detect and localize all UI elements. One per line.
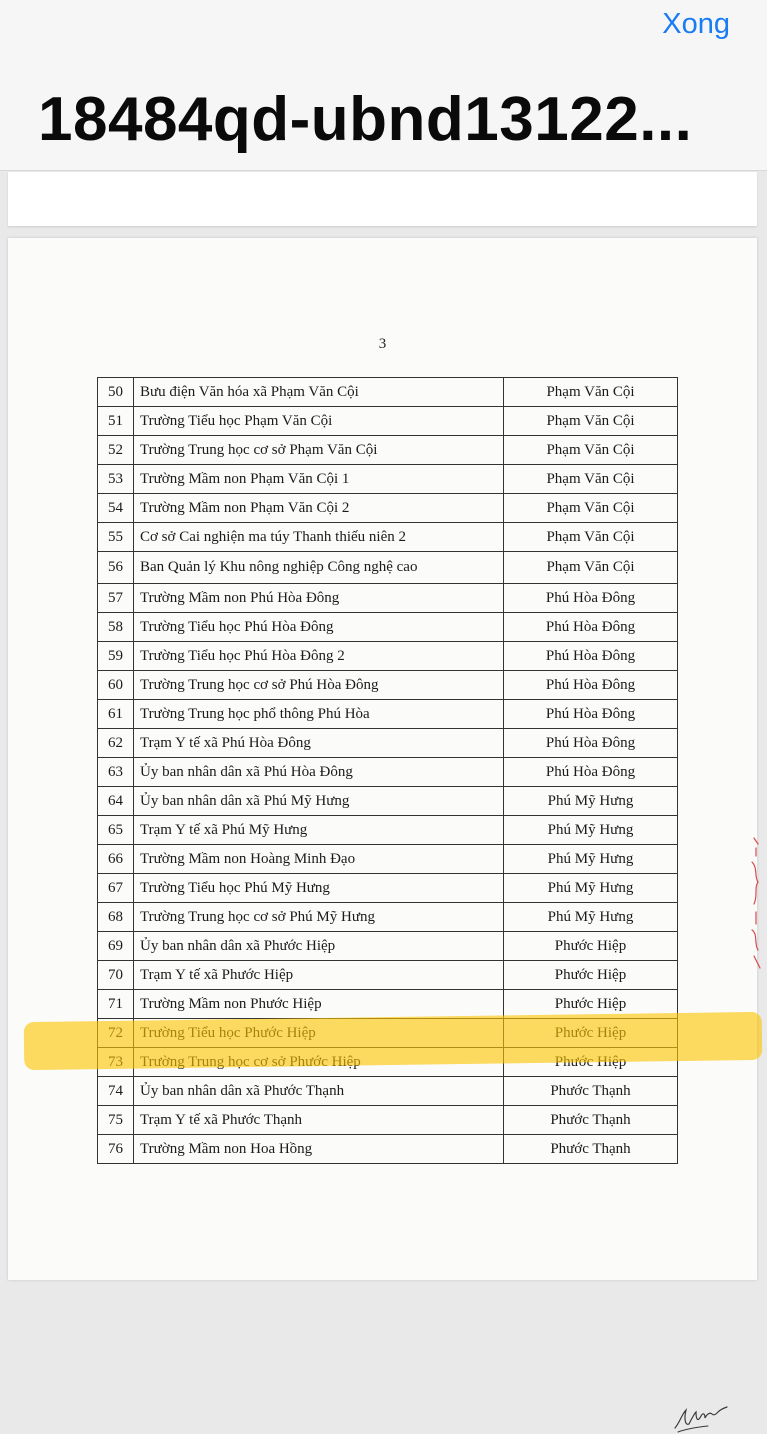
facility-name: Ủy ban nhân dân xã Phước Thạnh: [134, 1077, 504, 1106]
table-row: [98, 613, 678, 642]
facility-name: Trường Tiểu học Phú Mỹ Hưng: [134, 874, 504, 903]
row-number: 68: [98, 903, 134, 932]
row-number: 66: [98, 845, 134, 874]
facility-name: Trường Tiểu học Phú Hòa Đông 2: [134, 642, 504, 671]
commune-name: Phú Hòa Đông: [504, 758, 678, 787]
table-row: [98, 1106, 678, 1135]
commune-name: Phú Mỹ Hưng: [504, 816, 678, 845]
highlighter-mark: [24, 1012, 763, 1070]
row-number: 76: [98, 1135, 134, 1164]
commune-name: Phước Hiệp: [504, 990, 678, 1019]
row-number: 50: [98, 378, 134, 407]
facility-name: Trường Mầm non Phạm Văn Cội 1: [134, 465, 504, 494]
table-row: [98, 1135, 678, 1164]
commune-name: Phước Thạnh: [504, 1077, 678, 1106]
table-row: [98, 932, 678, 961]
row-number: 70: [98, 961, 134, 990]
commune-name: Phạm Văn Cội: [504, 523, 678, 552]
table-row: [98, 758, 678, 787]
facility-name: Trường Trung học phổ thông Phú Hòa: [134, 700, 504, 729]
commune-name: Phước Hiệp: [504, 961, 678, 990]
facility-name: Trường Trung học cơ sở Phú Hòa Đông: [134, 671, 504, 700]
table-row: [98, 642, 678, 671]
row-number: 51: [98, 407, 134, 436]
row-number: 74: [98, 1077, 134, 1106]
commune-name: Phước Thạnh: [504, 1135, 678, 1164]
commune-name: Phạm Văn Cội: [504, 378, 678, 407]
handwritten-initials: [672, 1402, 730, 1434]
row-number: 56: [98, 552, 134, 584]
row-number: 60: [98, 671, 134, 700]
commune-name: Phú Hòa Đông: [504, 642, 678, 671]
row-number: 63: [98, 758, 134, 787]
row-number: 53: [98, 465, 134, 494]
commune-name: Phạm Văn Cội: [504, 494, 678, 523]
facility-name: Ban Quản lý Khu nông nghiệp Công nghệ cao: [134, 552, 504, 584]
table-row: [98, 729, 678, 758]
facility-name: Trường Tiểu học Phú Hòa Đông: [134, 613, 504, 642]
commune-name: Phạm Văn Cội: [504, 552, 678, 584]
table-row: [98, 552, 678, 584]
row-number: 55: [98, 523, 134, 552]
table-row: [98, 1077, 678, 1106]
facility-name: Trạm Y tế xã Phú Hòa Đông: [134, 729, 504, 758]
facility-name: Trường Trung học cơ sở Phú Mỹ Hưng: [134, 903, 504, 932]
table-row: [98, 407, 678, 436]
done-button[interactable]: Xong: [662, 8, 730, 40]
row-number: 67: [98, 874, 134, 903]
table-row: [98, 523, 678, 552]
row-number: 59: [98, 642, 134, 671]
commune-name: Phạm Văn Cội: [504, 465, 678, 494]
commune-name: Phước Hiệp: [504, 932, 678, 961]
facility-name: Trường Mầm non Hoàng Minh Đạo: [134, 845, 504, 874]
facility-name: Ủy ban nhân dân xã Phú Mỹ Hưng: [134, 787, 504, 816]
table-row: [98, 700, 678, 729]
row-number: 54: [98, 494, 134, 523]
facility-name: Ủy ban nhân dân xã Phú Hòa Đông: [134, 758, 504, 787]
facility-name: Trường Mầm non Phạm Văn Cội 2: [134, 494, 504, 523]
commune-name: Phú Hòa Đông: [504, 613, 678, 642]
commune-name: Phú Mỹ Hưng: [504, 903, 678, 932]
facility-name: Trạm Y tế xã Phước Thạnh: [134, 1106, 504, 1135]
facility-name: Trường Tiểu học Phạm Văn Cội: [134, 407, 504, 436]
margin-stamp-mark: [744, 834, 767, 974]
table-row: [98, 671, 678, 700]
row-number: 52: [98, 436, 134, 465]
commune-name: Phú Hòa Đông: [504, 729, 678, 758]
row-number: 71: [98, 990, 134, 1019]
commune-name: Phạm Văn Cội: [504, 436, 678, 465]
row-number: 58: [98, 613, 134, 642]
facility-name: Trường Trung học cơ sở Phạm Văn Cội: [134, 436, 504, 465]
facility-name: Trường Mầm non Hoa Hồng: [134, 1135, 504, 1164]
row-number: 57: [98, 584, 134, 613]
document-page: [8, 238, 757, 1280]
commune-name: Phú Hòa Đông: [504, 700, 678, 729]
commune-name: Phạm Văn Cội: [504, 407, 678, 436]
commune-name: Phước Thạnh: [504, 1106, 678, 1135]
row-number: 69: [98, 932, 134, 961]
facility-name: Bưu điện Văn hóa xã Phạm Văn Cội: [134, 378, 504, 407]
table-row: [98, 378, 678, 407]
page-number: 3: [378, 336, 387, 352]
table-row: [98, 961, 678, 990]
table-row: [98, 787, 678, 816]
document-viewer-header: [0, 0, 767, 171]
table-row: [98, 874, 678, 903]
row-number: 65: [98, 816, 134, 845]
facility-name: Trường Mầm non Phú Hòa Đông: [134, 584, 504, 613]
facility-name: Trạm Y tế xã Phú Mỹ Hưng: [134, 816, 504, 845]
facility-name: Trường Mầm non Phước Hiệp: [134, 990, 504, 1019]
row-number: 62: [98, 729, 134, 758]
facility-name: Trạm Y tế xã Phước Hiệp: [134, 961, 504, 990]
facility-name: Cơ sở Cai nghiện ma túy Thanh thiếu niên 2: [134, 523, 504, 552]
commune-name: Phú Mỹ Hưng: [504, 787, 678, 816]
table-row: [98, 845, 678, 874]
table-row: [98, 584, 678, 613]
document-title: 18484qd-ubnd13122...: [38, 85, 693, 154]
commune-name: Phú Hòa Đông: [504, 671, 678, 700]
row-number: 75: [98, 1106, 134, 1135]
row-number: 64: [98, 787, 134, 816]
facility-name: Ủy ban nhân dân xã Phước Hiệp: [134, 932, 504, 961]
table-row: [98, 816, 678, 845]
commune-name: Phú Hòa Đông: [504, 584, 678, 613]
table-row: [98, 436, 678, 465]
commune-name: Phú Mỹ Hưng: [504, 845, 678, 874]
row-number: 61: [98, 700, 134, 729]
table-row: [98, 465, 678, 494]
previous-page-edge: [8, 172, 757, 226]
table-row: [98, 903, 678, 932]
table-row: [98, 494, 678, 523]
commune-name: Phú Mỹ Hưng: [504, 874, 678, 903]
